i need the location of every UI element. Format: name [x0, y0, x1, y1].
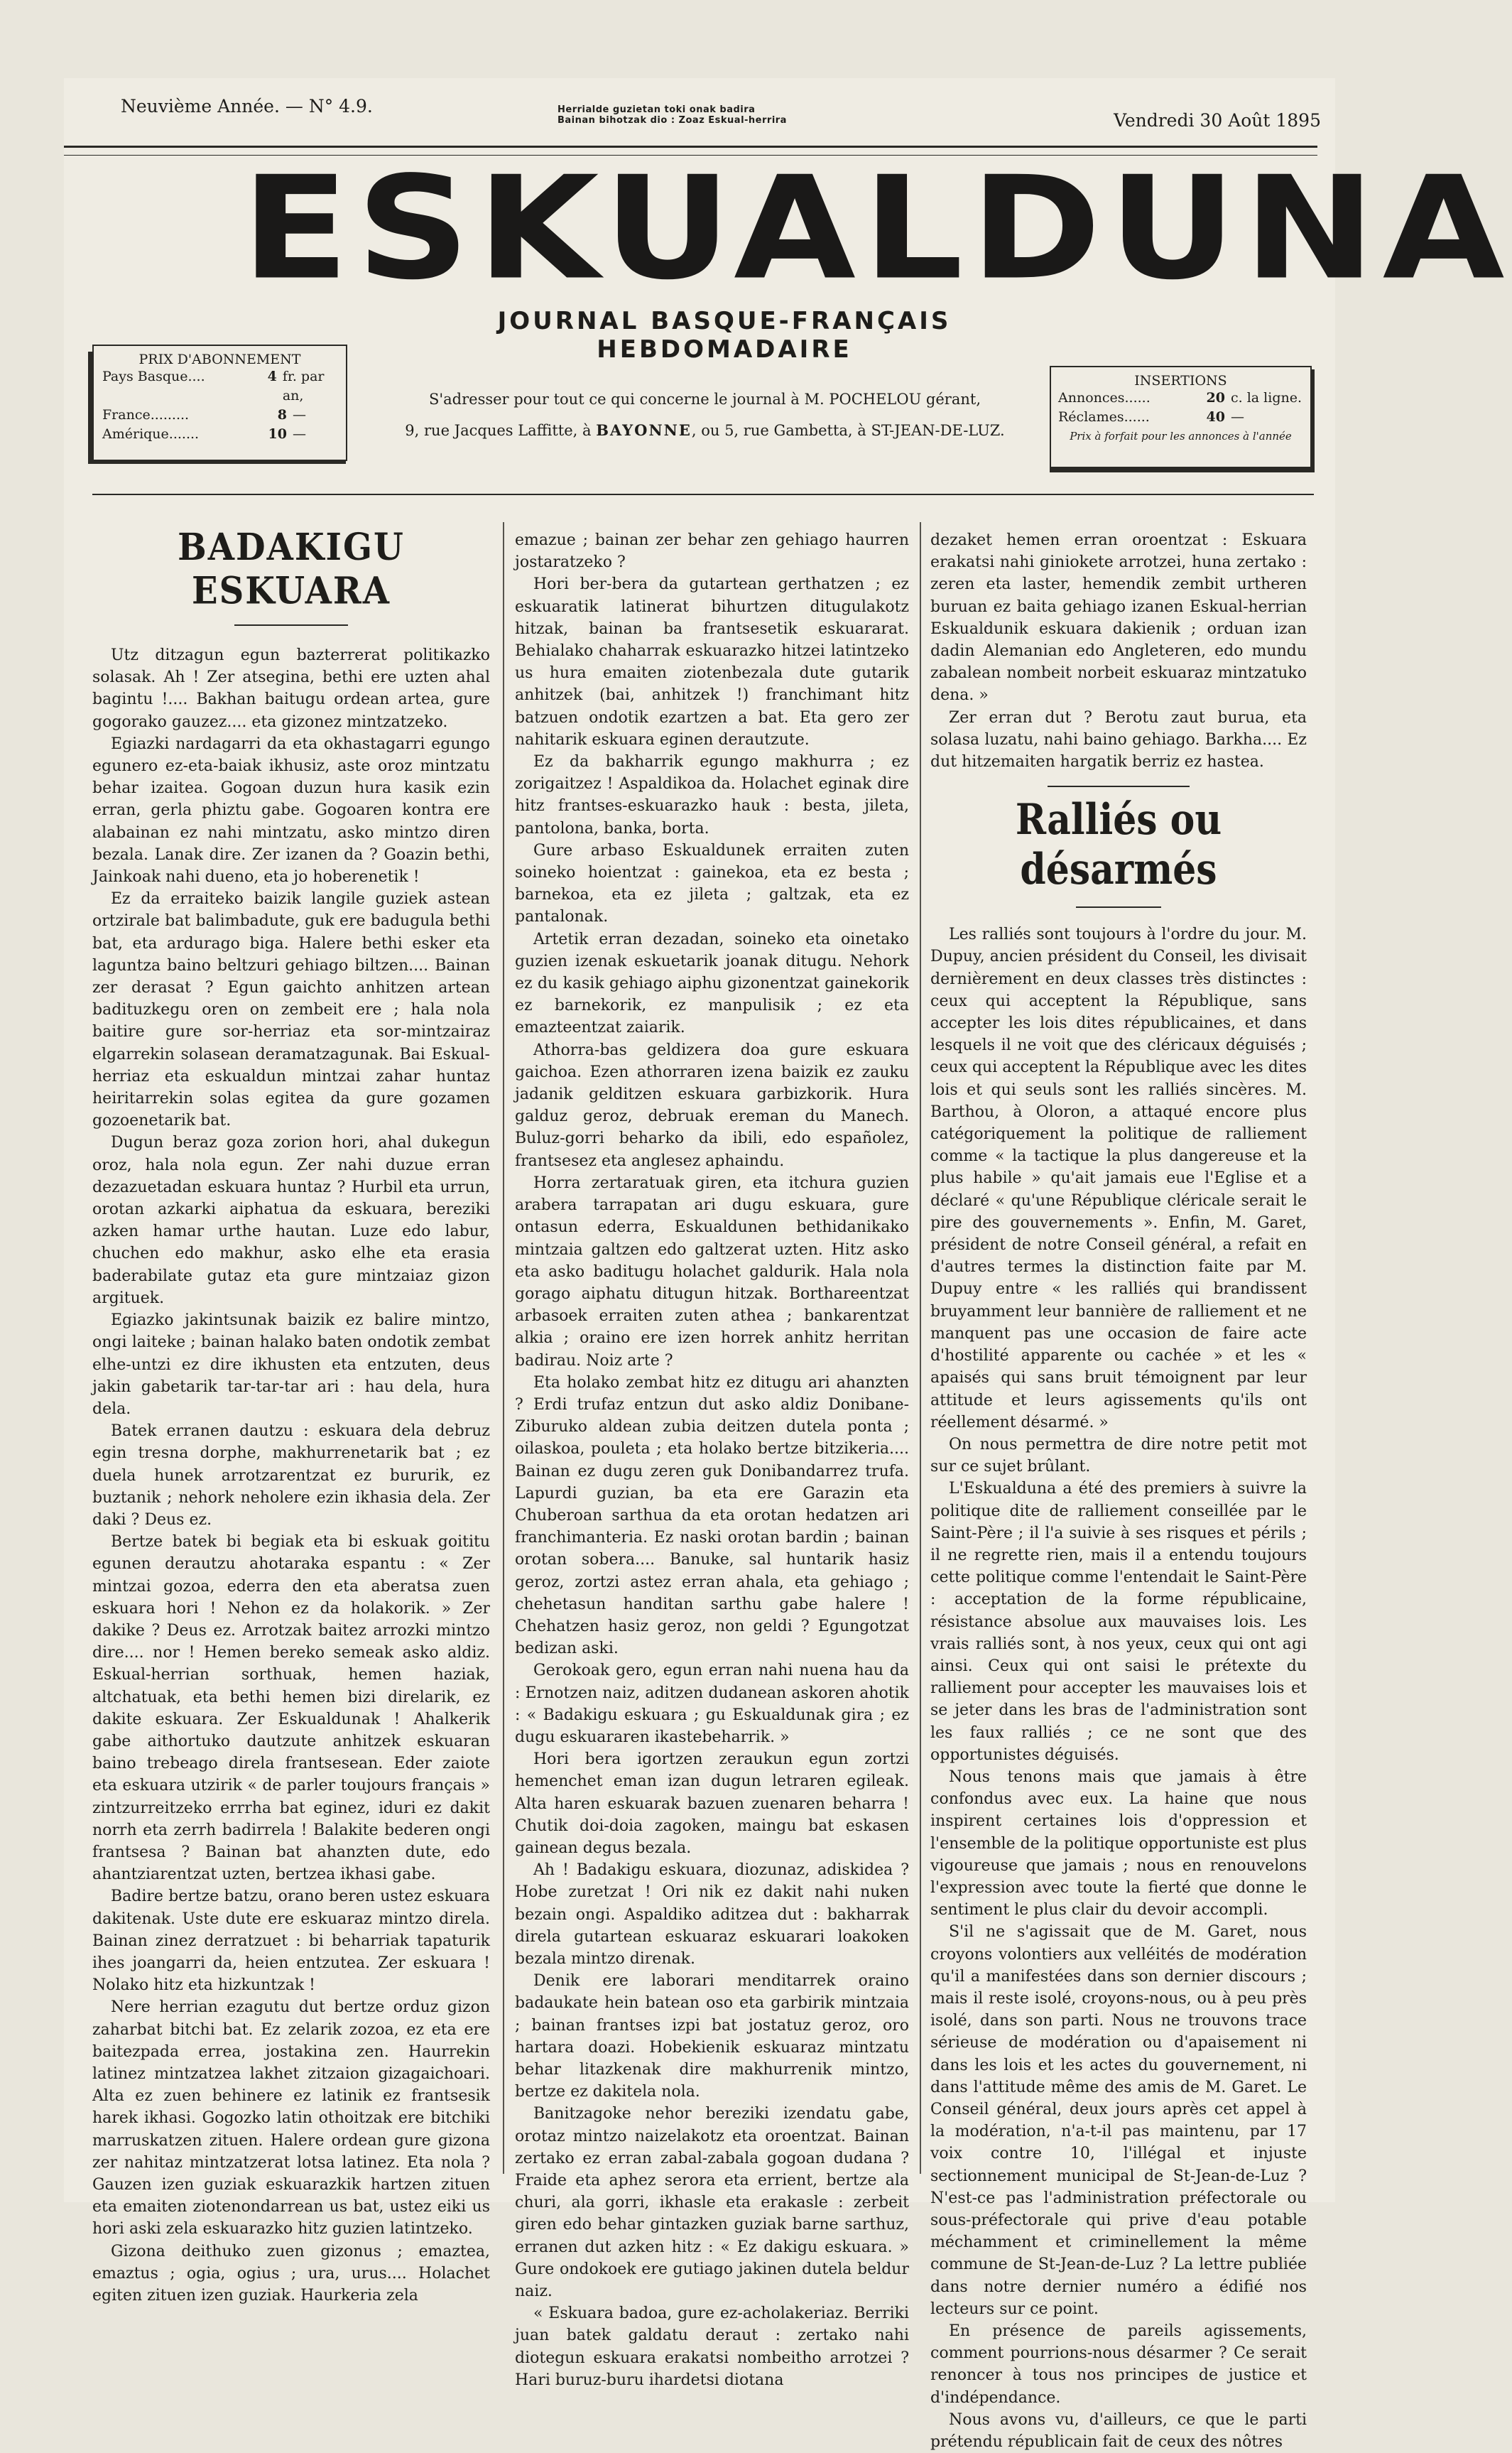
paragraph: Eta holako zembat hitz ez ditugu ari ahanzten ? Erdi trufaz entzun dut asko aldiz Donibane-Ziburuko aldean zubia deitzen dutela ponta ; oilaskoa, pouleta ; eta holako bertze bitzikeria.... Bainan ez dugu zeren guk Donibandarrez trufa. Lapurdi guzian, ba eta ere Garazin eta Chuberoan sarthua da eta orotan hedatzen ari franchimanteria. Ez naski orotan bardin ; bainan orotan sobera.... Banuke, sal huntarik hasiz geroz, zortzi astez erran ahala, eta gehiago ; chehetasun handitan sarthu gabe halere ! Chehatzen hasiz geroz, non geldi ? Egungotzat bedizan aski.	[515, 1373, 909, 1658]
price-row	[94, 425, 346, 444]
price-row	[94, 406, 346, 425]
article-title: BADAKIGU ESKUARA	[178, 525, 405, 613]
article-end-rule	[1048, 786, 1190, 787]
title-rule	[234, 624, 348, 626]
paragraph: « Eskuara badoa, gure ez-acholakeriaz. Berriki juan batek galdatu deraut : zertako nahi diotegun eskuara erakatsi nombeitho arrotzei ? Hari buruz-buru ihardetsi diotana	[515, 2305, 909, 2389]
paragraph: Les ralliés sont toujours à l'ordre du jour. M. Dupuy, ancien président du Conseil, les divisait dernièrement en deux classes très distinctes : ceux qui acceptent la République, sans accepter les lois dites républicaines, et dans lesquels il ne voit que des cléricaux déguisés ; ceux qui acceptent la République avec les dites lois et qui seuls sont les ralliés sincères. M. Barthou, à Oloron, a attaqué encore plus catégoriquement la politique de ralliement comme « la tactique la plus dangereuse et la plus habile » qu'ait jamais eue l'Eglise et a déclaré « qu'une République cléricale serait le pire des gouvernements ». Enfin, M. Garet, président de notre Conseil général, a refait en d'autres termes la distinction faite par M. Dupuy entre « les ralliés qui brandissent bruyamment leur bannière de ralliement et ne manquent pas une occasion de faire acte d'hostilité apparente ou cachée » et les « apaisés qui sans bruit témoignent par leur attitude et leurs agissements qu'ils ont réellement désarmé. »	[930, 926, 1307, 1431]
address-block	[369, 384, 1040, 446]
paragraph: Hori bera igortzen zeraukun egun zortzi hemenchet eman izan dugun letraren egileak. Alta haren eskuarak bazuen zuenaren beharra ! Chutik doi-doia zagoken, maingu bat eskasen gainean degus bezala.	[515, 1750, 909, 1857]
article-body	[930, 924, 1307, 2453]
price-unit: —	[293, 407, 306, 423]
paragraph: Dugun beraz goza zorion hori, ahal dukegun oroz, hala nola egun. Zer nahi duzue erran dezazuetadan eskuara huntaz ? Hurbil eta urrun, orotan azkarki aiphatua da eskuara, bereziki azken hamar urthe hautan. Luze edo labur, chuchen edo makhur, asko elhe eta erasia baderabilate gutaz eta gure mintzaiaz gizon argituek.	[92, 1134, 490, 1307]
motto	[558, 104, 787, 126]
subscription-title: PRIX D'ABONNEMENT	[138, 352, 301, 367]
address-text: , ou 5, rue Gambetta, à ST-JEAN-DE-LUZ.	[691, 422, 1005, 439]
price-label: Pays Basque....	[102, 369, 205, 384]
price-value: 8	[277, 407, 287, 423]
paragraph: Banitzagoke nehor bereziki izendatu gabe, orotaz mintzo naizelakotz eta oroentzat. Bainan zertako ez erran zabal-zabala gogoan dudana ? Fraide eta aphez serora eta errient, bertze ala churi, ala gorri, ikhasle eta erakasle : zerbeit giren edo behar gintazken guziak barne sarthuz, erranen dut azken hitz : « Ez dakigu eskuara. » Gure ondokoek ere gutiago jakinen dutela beldur naiz.	[515, 2105, 909, 2301]
price-value: 10	[268, 426, 287, 442]
paragraph: Ah ! Badakigu eskuara, diozunaz, adiskidea ? Hobe zuretzat ! Ori nik ez dakit nahi nuken bezain ongi. Aspaldiko aditzea dut : bakharrak direla gutartean eskuaraz eskuarari loakoken bezala mintzo direnak.	[515, 1861, 909, 1968]
price-row	[1051, 408, 1310, 427]
paragraph: Egiazko jakintsunak baizik ez balire mintzo, ongi laiteke ; bainan halako baten ondotik zembat elhe-untzi ez dire ikhusten eta entzuten, deus jakin gabetarik tar-tar-tar ari : hau dela, hura dela.	[92, 1311, 490, 1418]
paragraph: Ez da erraiteko baizik langile guziek astean ortziralе bat balimbadute, guk ere badugula bethi bat, eta ardurago biga. Halere bethi esker eta laguntza baino beltzuri gehiago biltzen.... Bainan zer derasat ? Egun gaichto anhitzen artean badituzkegu oren on zembeit ere ; hala nola baitire gure sor-herriaz eta sor-mintzairaz elgarrekin solasean deramatzagunak. Bai Eskual-herriaz eta eskualdun mintzai zahar huntaz heiritarrekin solas egitea da gure gozamen gozoenetarik bat.	[92, 890, 490, 1130]
paragraph: emazue ; bainan zer behar zen gehiago haurren jostaratzeko ?	[515, 531, 909, 572]
title-rule	[1076, 906, 1161, 908]
paragraph: Badire bertze batzu, orano beren ustez eskuara dakitenak. Uste dute ere eskuaraz mintzo direla. Bainan zinez derratzuet : bi beharriak tapaturik ihes joangarri da, heien entzutea. Zer eskuara ! Nolako hitz eta hizkuntzak !	[92, 1888, 490, 1995]
article-title: Ralliés ou désarmés	[1015, 795, 1222, 895]
paragraph: Zer erran dut ? Berotu zaut burua, eta solasa luzatu, nahi baino gehiago. Barkha.... Ez dut hitzemaiten hargatik berriz ez hastea.	[930, 708, 1307, 771]
price-value: 4	[267, 369, 277, 384]
price-label: Amérique.......	[102, 426, 200, 442]
paragraph: Bertze batek bi begiak eta bi eskuak goititu egunen derautzu ahotaraka espantu : « Zer mintzai gozoa, ederra den eta aberatsa zuen eskuara hori ! Nehon ez da holakorik. » Zer dakike ? Deus ez. Arrotzak baitez arrozki mintzo dire.... nor ! Hemen bereko semeak asko aldiz. Eskual-herrian sorthuak, hemen haziak, altchatuak, eta bethi hemen bizi direlarik, ez dakite eskuara. Zer Eskualdunak ! Ahalkerik gabe aithortuko dautzute anhitzek eskuaran baino trebeago direla frantsesean. Eder zaiote eta eskuara utzirik « de parler toujours français » zintzurreitzeko errrha bat eginez, iduri ez dakit norrh eta zerrh badirrela ! Balakite bederen ongi frantsesa ? Bainan bat ahanzten dute, edo ahantziarentzat uzten, bertzea ikhasi gabe.	[92, 1533, 490, 1884]
paragraph: Ez da bakharrik egungo makhurra ; ez zorigaitzez ! Aspaldikoa da. Holachet eginak dire hitz frantses-eskuarazko hauk : besta, jileta, pantolona, banka, borta.	[515, 753, 909, 838]
article-body-end	[930, 529, 1307, 773]
address-city: BAYONNE	[596, 421, 692, 439]
paragraph: L'Eskualduna a été des premiers à suivre la politique dite de ralliement conseillée par le Saint-Père ; il l'a suivie à ses risques et périls ; il ne regrette rien, mais il a entendu toujours cette politique comme l'entendait le Saint-Père : acceptation de la forme républicaine, résistance absolue aux mauvaises lois. Les vrais ralliés sont, à nos yeux, ceux qui ont agi ainsi. Ceux qui ont saisi le prétexte du ralliement pour accepter les mauvaises lois et se jeter dans les bras de l'administration sont les faux ralliés ; ce ne sont que des opportunistes déguisés.	[930, 1480, 1307, 1764]
price-row	[94, 367, 346, 406]
column-3	[930, 529, 1307, 2452]
masthead-subtitle: JOURNAL BASQUE-FRANÇAIS HEBDOMADAIRE	[497, 307, 952, 364]
address-text: 9, rue Jacques Laffitte, à	[405, 422, 597, 439]
paragraph: Denik ere laborari menditarrek oraino badaukate hein batean oso eta garbirik mintzaia ; bainan frantses izpi bat jostatuz geroz, oro hartara doazi. Hobekienik eskuaraz mintzatu behar litazkenak dire makhurrenik mintzo, bertze ez dakitela nola.	[515, 1972, 909, 2101]
header-topline	[121, 96, 1321, 139]
issue-date: Vendredi 30 Août 1895	[1114, 110, 1321, 131]
price-label: France.........	[102, 407, 190, 423]
insertions-title: INSERTIONS	[1134, 373, 1227, 389]
paragraph: Gerokoak gero, egun erran nahi nuena hau da : Ernotzen naiz, aditzen dudanean askoren ahotik : « Badakigu eskuara ; gu Eskualdunak gira ; ez dugu eskuararen ikastebeharrik. »	[515, 1662, 909, 1746]
address-line-2	[369, 415, 1040, 446]
price-row	[1051, 389, 1310, 408]
paragraph: En présence de pareils agissements, comment pourrions-nous désarmer ? Ce serait renoncer à tous nos principes de justice et d'indépendance.	[930, 2322, 1307, 2407]
price-unit: c. la ligne.	[1231, 390, 1302, 406]
paragraph: S'il ne s'agissait que de M. Garet, nous croyons volontiers aux velléités de modération qu'il a manifestées dans son dernier discours ; mais il reste isolé, croyons-nous, ou à peu près isolé, dans son parti. Nous ne trouvons trace sérieuse de modération ou d'apaisement ni dans les lois et les actes du gouvernement, ni dans l'attitude même des amis de M. Garet. Le Conseil général, deux jours après cet appel à la modération, n'a-t-il pas maintenu, par 17 voix contre 10, l'illégal et injuste sectionnement municipal de St-Jean-de-Luz ? N'est-ce pas l'administration préfectorale ou sous-préfectorale qui prive d'eau potable méchamment et criminellement la même commune de St-Jean-de-Luz ? La lettre publiée dans notre dernier numéro a édifié nos lecteurs sur ce point.	[930, 1923, 1307, 2318]
insertions-rows	[1051, 389, 1310, 427]
subscription-rows	[94, 367, 346, 444]
article-body	[92, 644, 490, 2307]
paragraph: Hori ber-bera da gutartean gerthatzen ; ez eskuaratik latinerat bihurtzen ditugulakotz hitzak, bainan ba frantsesetik eskuararat. Behialako chaharrak eskuarazko hitzei latintzeko us hura emaiten ziotenbezala dute gutarik anhitzek (bai, anhitzek !) franchimant hitz batzuen ondotik ezartzen a bat. Eta gero zer nahitarik eskuara eginen derautzute.	[515, 575, 909, 749]
insertions-note: Prix à forfait pour les annonces à l'année	[1070, 430, 1292, 443]
price-value: 40	[1206, 409, 1225, 425]
paragraph: Batek erranen dautzu : eskuara dela debruz egin tresna dorphe, makhurrenetarik bat ; ez duela hunek arrotzarentzat ez bururik, ez buztanik ; nehork neholere ezin ikhasia dela. Zer daki ? Deus ez.	[92, 1422, 490, 1529]
paragraph: Nous tenons mais que jamais à être confondus avec eux. La haine que nous inspirent certaines lois d'oppression et l'ensemble de la politique opportuniste est plus vigoureuse que jamais ; nous en renouvelons l'expression avec toute la fierté que donne le sentiment le plus clair du devoir accompli.	[930, 1767, 1307, 1919]
paragraph: Gizona deithuko zuen gizonus ; emaztea, emaztus ; ogia, ogius ; ura, urus.... Holachet egiten zituen izen guziak. Haurkeria zela	[92, 2242, 490, 2305]
issue-number: Neuvième Année. — N° 4.9.	[121, 96, 373, 117]
column-divider	[920, 522, 921, 2174]
price-value: 20	[1206, 390, 1225, 406]
paragraph: Horra zertaratuak giren, eta itchura guzien arabera tarrapatan ari dugu eskuara, gure ontasun ederra, Eskualdunen bethidanikako mintzaia galtzen edo galtzerat uzten. Hitz asko eta asko baditugu holachet galdurik. Hala nola gorago aiphatu ditugun hitzak. Borthareentzat arbasoek erraiten zuten athea ; bankarentzat alkia ; oraino ere izen horrek anhitz herritan badirau. Noiz arte ?	[515, 1174, 909, 1370]
column-2	[515, 529, 909, 2389]
paragraph: Gure arbaso Eskualdunek erraiten zuten soineko hoientzat : gainekoa, eta ez besta ; barnekoa, eta ez jileta ; galtzak, eta ez pantalonak.	[515, 841, 909, 926]
paragraph: Nous avons vu, d'ailleurs, ce que le parti prétendu républicain fait de ceux des nôtres	[930, 2410, 1307, 2452]
motto-line-1: Herrialde guzietan toki onak badira	[558, 104, 756, 115]
paragraph: Egiazki nardagarri da eta okhastagarri egungo egunero ez-eta-baiak ikhusiz, aste oroz mintzatu behar izaitea. Gogoan duzun hura kasik ezin erran, gerla phiztu gabe. Gogoaren kontra ere alabainan ez nahi mintzatu, asko mintzo diren bezala. Lanak dire. Zer izanen da ? Goazin bethi, Jainkoak nahi dueno, eta jo hoberenetik !	[92, 735, 490, 887]
paragraph: Athorra-bas geldizera doa gure eskuara gaichoa. Ezen athorraren izena baizik ez zauku jadanik gelditzen eskuara garbizkorik. Hura galduz geroz, debruak ereman du Manech. Buluz-gorri beharko da ibili, edo españolez, frantsesez eta anglesez aphaindu.	[515, 1041, 909, 1170]
address-line-1: S'adresser pour tout ce qui concerne le journal à M. POCHELOU gérant,	[428, 391, 981, 408]
price-label: Annonces......	[1058, 390, 1151, 406]
header-bottom-rule	[92, 494, 1314, 495]
column-divider	[503, 522, 504, 2174]
price-unit: —	[293, 426, 306, 442]
price-label: Réclames......	[1058, 409, 1150, 425]
paragraph: On nous permettra de dire notre petit mot sur ce sujet brûlant.	[930, 1435, 1307, 1476]
motto-line-2: Bainan bihotzak dio : Zoaz Eskual-herrira	[558, 115, 787, 126]
paragraph: Artetik erran dezadan, soineko eta oinetako guzien izenak eskuetarik joanak ditugu. Nehork ez du kasik gehiago aiphu gizonentzat gainekorik ez barnekorik, ez manpulisik ; ez eta emaztеentzat zaiarik.	[515, 930, 909, 1037]
article-body-continued	[515, 529, 909, 2391]
price-unit: fr. par an,	[282, 369, 325, 404]
masthead-title: ESKUALDUNA	[241, 146, 1512, 312]
insertions-box	[1050, 366, 1312, 468]
subscription-box	[92, 345, 347, 461]
paragraph: dezaket hemen erran oroentzat : Eskuara erakatsi nahi giniokete arrotzei, huna zertako : zeren eta laster, hemendik zembit urtheren buruan ez baita gehiago izanen Eskual-herrian Eskualdunik eskuara dakienik ; orduan izan dadin Alemanian edo Angleteren, edo mundu zabalean nombeit norbeit eskuaraz mintzatuko dena. »	[930, 531, 1307, 705]
paragraph: Utz ditzagun egun bazterrerat politikazko solasak. Ah ! Zer atsegina, bethi ere uzten ahal bagintu !.... Bakhan baitugu ordean artea, gure gogorako gauzez.... eta gizonez mintzatzeko.	[92, 646, 490, 731]
paragraph: Nere herrian ezagutu dut bertze orduz gizon zaharbat bitchi bat. Ez zelarik zozoa, ez eta ere baitezpada errea, jostakina zen. Haurrekin latinez mintzatzea lakhet zitzaion gizagaichoari. Alta ez zuen behinere ez latinik ez frantsesik harek ikhasi. Gogozko latin othoitzak ere bitchiki marruskatzen zituen. Halere ordean gure gizona zer nahitaz mintzatzerat lotsa latinez. Eta nola ? Gauzen izen guziak eskuarazkik hartzen zituen eta emaiten ziotenondarrean us bat, ustez eiki us hori aski zela eskuarazko hitz guzien latintzeko.	[92, 1998, 490, 2238]
column-1	[92, 525, 490, 2305]
price-unit: —	[1231, 409, 1244, 425]
